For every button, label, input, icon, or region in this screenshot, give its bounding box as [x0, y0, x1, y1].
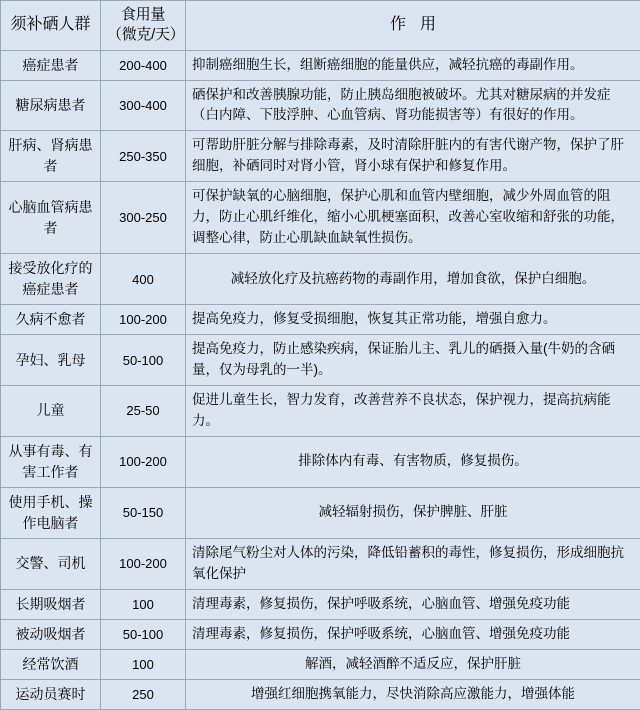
- cell-effect: 减轻辐射损伤，保护脾脏、肝脏: [186, 487, 640, 538]
- cell-dose: 50-150: [101, 487, 186, 538]
- cell-dose: 100: [101, 649, 186, 679]
- table-row: [1, 649, 640, 679]
- cell-dose: 250: [101, 679, 186, 709]
- cell-dose: 250-350: [101, 131, 186, 182]
- cell-effect: 可保护缺氧的心脑细胞，保护心肌和血管内壁细胞，减少外周血管的阻力，防止心肌纤维化，缩小心肌梗塞面积，改善心室收缩和舒张的功能，调整心律，防止心肌缺血缺氧性损伤。: [186, 182, 640, 254]
- header-dose: 食用量（微克/天）: [101, 1, 186, 51]
- cell-effect: 解酒，减轻酒醉不适反应，保护肝脏: [186, 649, 640, 679]
- cell-group: 被动吸烟者: [1, 619, 101, 649]
- cell-group: 久病不愈者: [1, 305, 101, 335]
- cell-group: 使用手机、操作电脑者: [1, 487, 101, 538]
- cell-group: 交警、司机: [1, 538, 101, 589]
- cell-dose: 50-100: [101, 335, 186, 386]
- cell-group: 肝病、肾病患者: [1, 131, 101, 182]
- cell-group: 长期吸烟者: [1, 589, 101, 619]
- cell-dose: 50-100: [101, 619, 186, 649]
- table-row: [1, 80, 640, 131]
- cell-group: 孕妇、乳母: [1, 335, 101, 386]
- cell-group: 经常饮酒: [1, 649, 101, 679]
- cell-effect: 增强红细胞携氧能力，尽快消除高应激能力，增强体能: [186, 679, 640, 709]
- table-header: [1, 1, 640, 51]
- cell-effect: 清理毒素，修复损伤，保护呼吸系统，心脑血管、增强免疫功能: [186, 619, 640, 649]
- cell-group: 儿童: [1, 385, 101, 436]
- cell-group: 糖尿病患者: [1, 80, 101, 131]
- table-row: [1, 335, 640, 386]
- cell-dose: 100: [101, 589, 186, 619]
- table-row: [1, 487, 640, 538]
- cell-effect: 提高免疫力，防止感染疾病，保证胎儿主、乳儿的硒摄入量(牛奶的含硒量，仅为母乳的一半)。: [186, 335, 640, 386]
- cell-effect: 硒保护和改善胰腺功能，防止胰岛细胞被破坏。尤其对糖尿病的并发症（白内障、下肢浮肿、心血管病、肾功能损害等）有很好的作用。: [186, 80, 640, 131]
- table-row: [1, 619, 640, 649]
- cell-group: 癌症患者: [1, 50, 101, 80]
- cell-effect: 清除尾气粉尘对人体的污染，降低铅蓄积的毒性，修复损伤，形成细胞抗氧化保护: [186, 538, 640, 589]
- cell-effect: 抑制癌细胞生长，组断癌细胞的能量供应，减轻抗癌的毒副作用。: [186, 50, 640, 80]
- cell-effect: 促进儿童生长，智力发育，改善营养不良状态，保护视力，提高抗病能力。: [186, 385, 640, 436]
- cell-dose: 100-200: [101, 305, 186, 335]
- header-group: 须补硒人群: [1, 1, 101, 51]
- cell-group: 接受放化疗的癌症患者: [1, 254, 101, 305]
- cell-dose: 300-400: [101, 80, 186, 131]
- cell-dose: 300-250: [101, 182, 186, 254]
- cell-effect: 清理毒素，修复损伤，保护呼吸系统，心脑血管、增强免疫功能: [186, 589, 640, 619]
- cell-dose: 100-200: [101, 538, 186, 589]
- cell-dose: 25-50: [101, 385, 186, 436]
- table-row: [1, 254, 640, 305]
- cell-effect: 排除体内有毒、有害物质，修复损伤。: [186, 436, 640, 487]
- cell-group: 心脑血管病患者: [1, 182, 101, 254]
- table-row: [1, 305, 640, 335]
- table-body: [1, 50, 640, 709]
- cell-dose: 400: [101, 254, 186, 305]
- cell-group: 从事有毒、有害工作者: [1, 436, 101, 487]
- cell-effect: 提高免疫力，修复受损细胞，恢复其正常功能，增强自愈力。: [186, 305, 640, 335]
- cell-dose: 200-400: [101, 50, 186, 80]
- cell-effect: 可帮助肝脏分解与排除毒素，及时清除肝脏内的有害代谢产物，保护了肝细胞，补硒同时对肾小管，肾小球有保护和修复作用。: [186, 131, 640, 182]
- table-row: [1, 182, 640, 254]
- header-row: [1, 1, 640, 51]
- table-row: [1, 538, 640, 589]
- cell-effect: 减轻放化疗及抗癌药物的毒副作用，增加食欲，保护白细胞。: [186, 254, 640, 305]
- cell-dose: 100-200: [101, 436, 186, 487]
- header-effect: 作用: [186, 1, 640, 51]
- table-row: [1, 385, 640, 436]
- cell-group: 运动员赛时: [1, 679, 101, 709]
- table-row: [1, 436, 640, 487]
- table-row: [1, 50, 640, 80]
- table-row: [1, 679, 640, 709]
- table-row: [1, 131, 640, 182]
- table-row: [1, 589, 640, 619]
